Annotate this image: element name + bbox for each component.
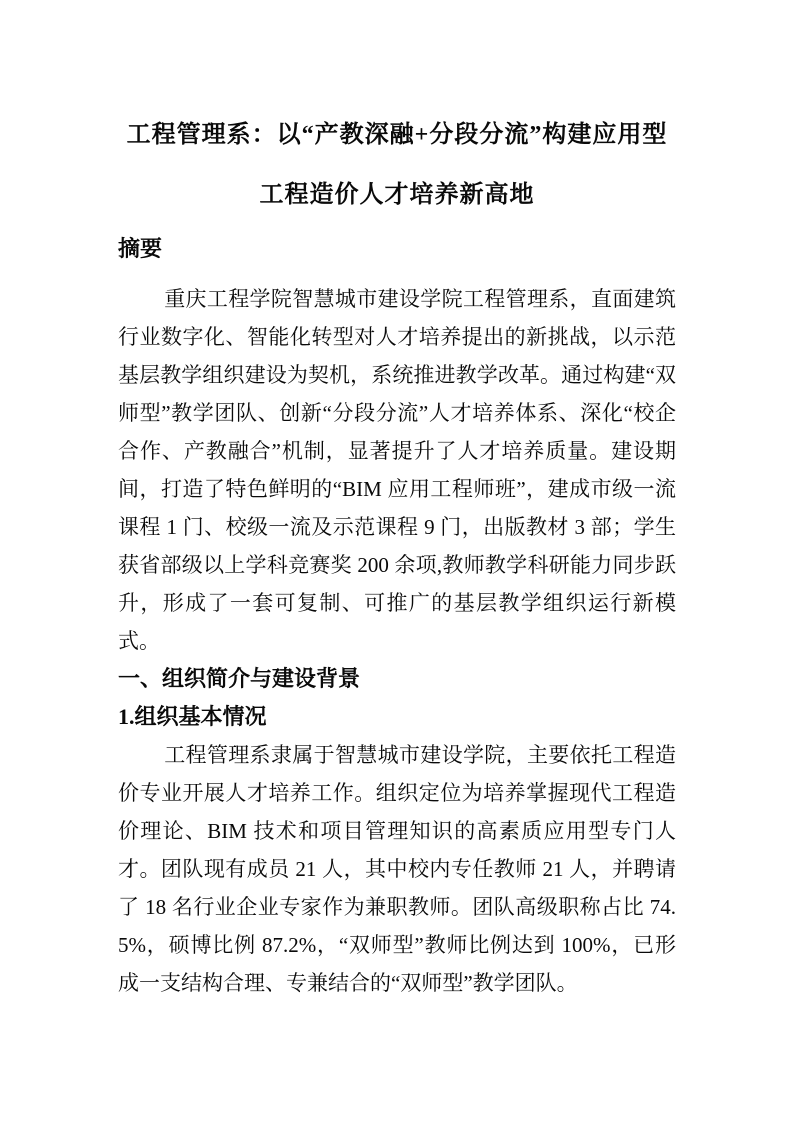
section-1-subheading: 1.组织基本情况: [118, 704, 267, 729]
document-title: [118, 105, 676, 225]
title-line-1: 工程管理系：以“产教深融+分段分流”构建应用型: [126, 122, 668, 148]
abstract-heading: 摘要: [118, 236, 163, 261]
section-1-heading: 一、组织简介与建设背景: [118, 666, 361, 691]
title-line-2: 工程造价人才培养新高地: [259, 182, 535, 208]
abstract-paragraph: 重庆工程学院智慧城市建设学院工程管理系，直面建筑行业数字化、智能化转型对人才培养提出的新挑战，以示范基层教学组织建设为契机，系统推进教学改革。通过构建“双师型”教学团队、创新“分段分流”人才培养体系、深化“校企合作、产教融合”机制，显著提升了人才培养质量。建设期间，打造了特色鲜明的“BIM 应用工程师班”，建成市级一流课程 1 门、校级一流及示范课程 9 门，出版教材 3 部；学生获省部级以上学科竞赛奖 200 余项,教师教学科研能力同步跃升，形成了一套可复制、可推广的基层教学组织运行新模式。: [118, 287, 676, 653]
section-1-paragraph: 工程管理系隶属于智慧城市建设学院，主要依托工程造价专业开展人才培养工作。组织定位为培养掌握现代工程造价理论、BIM 技术和项目管理知识的高素质应用型专门人才。团队现有成员 21 人，其中校内专任教师 21 人，并聘请了 18 名行业企业专家作为兼职教师。团队高级职称占比 74.5%，硕博比例 87.2%，“双师型”教师比例达到 100%，已形成一支结构合理、专兼结合的“双师型”教学团队。: [118, 743, 676, 995]
